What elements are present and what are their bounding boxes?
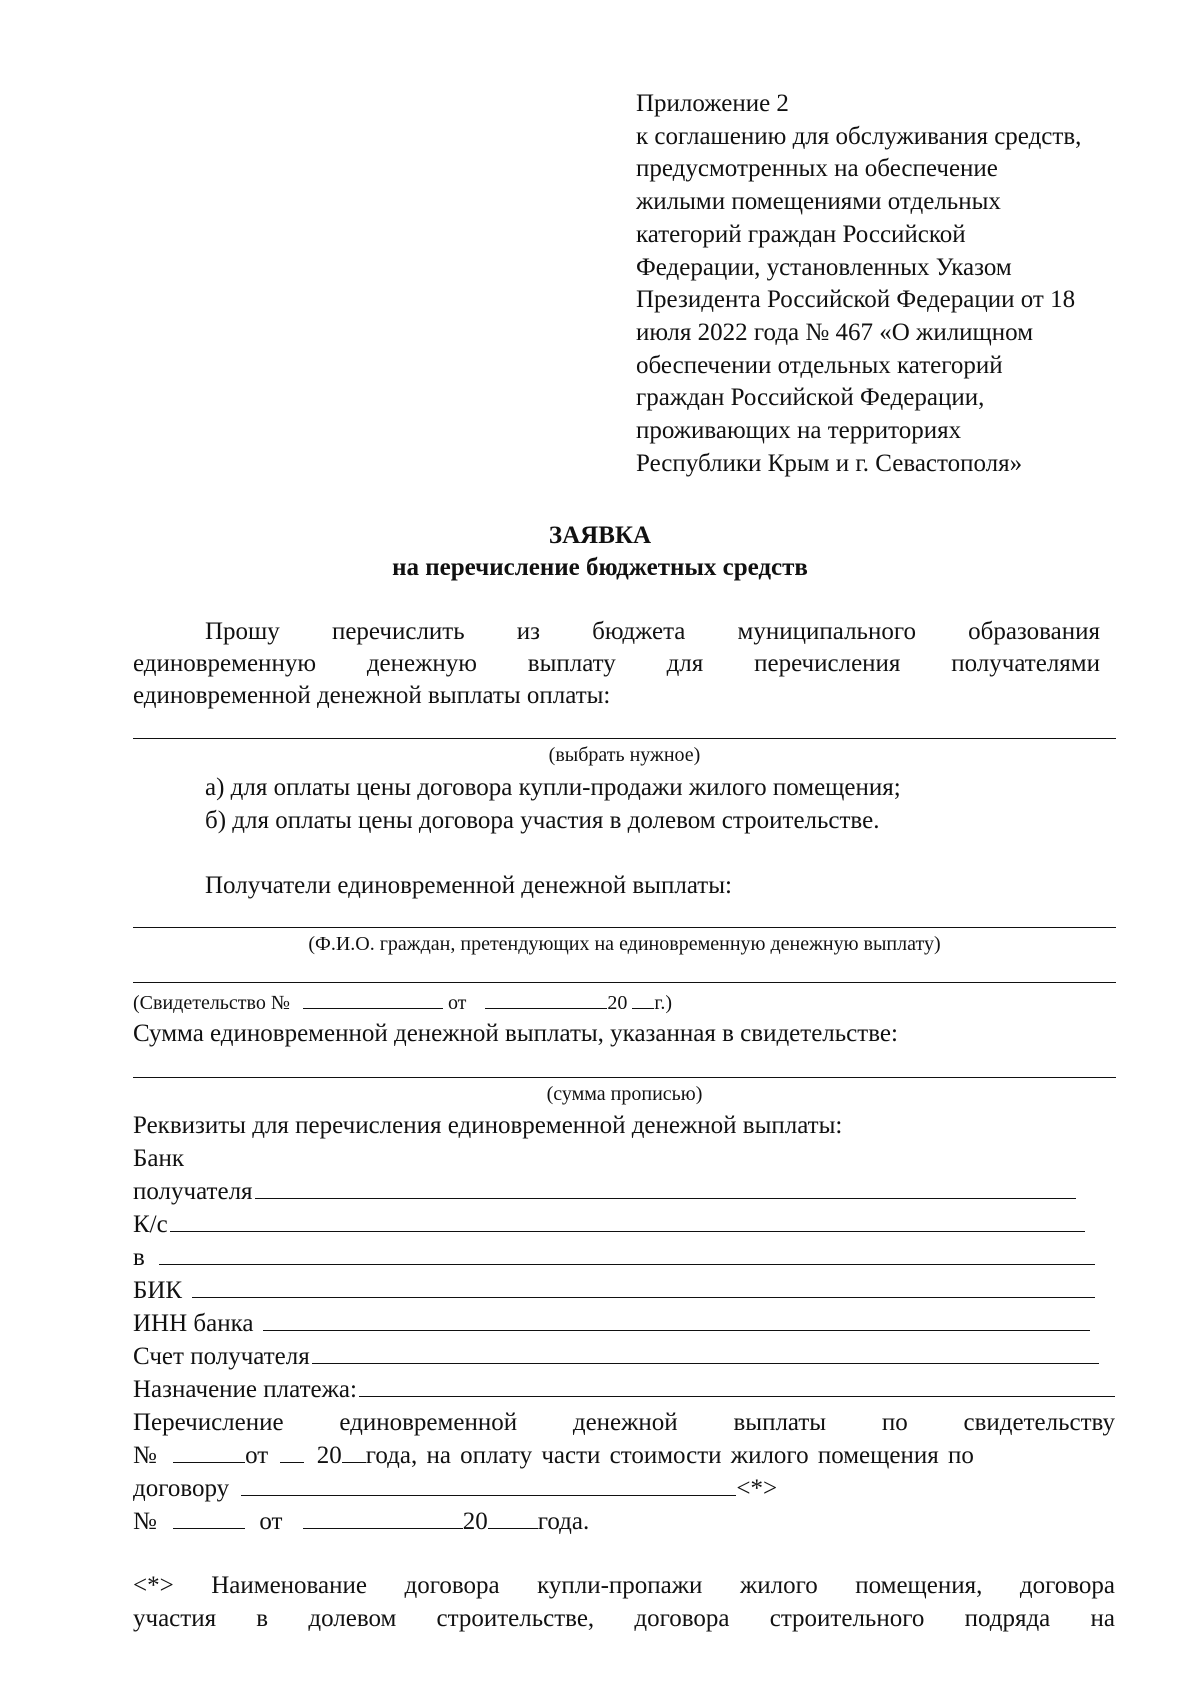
transfer-year-field[interactable] bbox=[342, 1442, 366, 1463]
certificate-year: 20 bbox=[607, 992, 628, 1014]
transfer-no-label: № bbox=[133, 1442, 157, 1469]
inn-label: ИНН банка bbox=[133, 1310, 254, 1337]
purpose-field[interactable] bbox=[359, 1374, 1115, 1397]
ks-field[interactable] bbox=[170, 1209, 1085, 1232]
choose-caption: (выбрать нужное) bbox=[548, 744, 701, 766]
bank-word: Банк bbox=[133, 1145, 184, 1172]
recipients-label: Получатели единовременной денежной выплаты: bbox=[205, 872, 732, 899]
transfer-line-1: Перечисление единовременной денежной выплаты по свидетельству bbox=[133, 1409, 1115, 1436]
certificate-prefix: (Свидетельство № bbox=[133, 992, 290, 1014]
appendix-line: июля 2022 года № 467 «О жилищном bbox=[636, 318, 1034, 346]
certificate-date-field[interactable] bbox=[485, 988, 607, 1009]
v-row bbox=[133, 1242, 1095, 1274]
bik-row bbox=[133, 1275, 1095, 1307]
account-row bbox=[133, 1341, 1099, 1373]
transfer-day-field[interactable] bbox=[280, 1442, 304, 1463]
appendix-line: обеспечении отдельных категорий bbox=[636, 351, 1003, 379]
appendix-line: жилыми помещениями отдельных bbox=[636, 188, 1001, 216]
transfer-year-label: 20 bbox=[316, 1442, 342, 1469]
ks-label: К/с bbox=[133, 1211, 168, 1238]
purpose-label: Назначение платежа: bbox=[133, 1376, 357, 1403]
transfer-contract-year-label: 20 bbox=[462, 1508, 488, 1535]
certificate-year-field[interactable] bbox=[632, 988, 654, 1009]
transfer-contract-label: договору bbox=[133, 1475, 230, 1502]
transfer-contract-suffix: года. bbox=[537, 1508, 590, 1535]
appendix-line: проживающих на территориях bbox=[636, 417, 962, 445]
appendix-line: предусмотренных на обеспечение bbox=[636, 155, 998, 183]
intro-line-2: единовременную денежную выплату для перечисления получателями bbox=[133, 650, 1100, 677]
option-a: а) для оплаты цены договора купли-продажи жилого помещения; bbox=[205, 774, 901, 801]
transfer-line-4 bbox=[133, 1506, 589, 1538]
footnote-line-2: участия в долевом строительстве, договора строительного подряда на bbox=[133, 1605, 1115, 1632]
purpose-row bbox=[133, 1374, 1115, 1406]
amount-underline[interactable] bbox=[133, 1077, 1116, 1078]
bik-label: БИК bbox=[133, 1277, 183, 1304]
v-field[interactable] bbox=[159, 1242, 1095, 1265]
choice-underline[interactable] bbox=[133, 738, 1116, 739]
account-field[interactable] bbox=[312, 1341, 1099, 1364]
recipients-underline[interactable] bbox=[133, 927, 1116, 928]
footnote-line-1: <*> Наименование договора купли-пропажи жилого помещения, договора bbox=[133, 1572, 1115, 1599]
bank-recipient-row bbox=[133, 1176, 1076, 1208]
certificate-suffix: г.) bbox=[654, 992, 673, 1014]
appendix-line: Приложение 2 bbox=[636, 90, 789, 117]
bik-field[interactable] bbox=[192, 1275, 1095, 1298]
transfer-contract-number-field[interactable] bbox=[173, 1508, 245, 1529]
certificate-from: от bbox=[447, 992, 467, 1014]
ks-row bbox=[133, 1209, 1085, 1241]
certificate-line bbox=[133, 988, 672, 1016]
transfer-contract-year-field[interactable] bbox=[488, 1508, 538, 1529]
amount-label: Сумма единовременной денежной выплаты, указанная в свидетельстве: bbox=[133, 1020, 898, 1047]
document-subtitle: на перечисление бюджетных средств bbox=[392, 554, 808, 581]
recipients-underline-2[interactable] bbox=[133, 982, 1116, 983]
appendix-line: Президента Российской Федерации от 18 bbox=[636, 286, 1076, 314]
certificate-number-field[interactable] bbox=[303, 988, 443, 1009]
appendix-line: к соглашению для обслуживания средств, bbox=[636, 122, 1082, 150]
requisites-label: Реквизиты для перечисления единовременной денежной выплаты: bbox=[133, 1112, 843, 1139]
transfer-contract-no-label: № bbox=[133, 1508, 157, 1535]
transfer-footnote-mark: <*> bbox=[736, 1475, 778, 1502]
account-label: Счет получателя bbox=[133, 1343, 310, 1370]
transfer-contract-date-field[interactable] bbox=[303, 1508, 463, 1529]
intro-line-1: Прошу перечислить из бюджета муниципального образования bbox=[205, 618, 1100, 645]
bank-recipient-field[interactable] bbox=[255, 1176, 1076, 1199]
inn-field[interactable] bbox=[263, 1308, 1090, 1331]
transfer-rest: года, на оплату части стоимости жилого помещения по bbox=[365, 1442, 974, 1469]
appendix-line: граждан Российской Федерации, bbox=[636, 384, 985, 412]
transfer-contract-field[interactable] bbox=[241, 1475, 736, 1496]
amount-caption: (сумма прописью) bbox=[546, 1083, 703, 1105]
recipients-caption: (Ф.И.О. граждан, претендующих на единовременную денежную выплату) bbox=[308, 933, 941, 955]
bank-recipient-label: получателя bbox=[133, 1178, 253, 1205]
transfer-line-3 bbox=[133, 1473, 777, 1505]
document-title: ЗАЯВКА bbox=[548, 522, 652, 549]
inn-row bbox=[133, 1308, 1090, 1340]
appendix-block bbox=[636, 88, 1156, 480]
option-b: б) для оплаты цены договора участия в долевом строительстве. bbox=[205, 807, 880, 834]
transfer-cert-number-field[interactable] bbox=[173, 1442, 245, 1463]
transfer-from-label: от bbox=[245, 1442, 269, 1469]
appendix-line: Республики Крым и г. Севастополя» bbox=[636, 449, 1023, 477]
appendix-line: категорий граждан Российской bbox=[636, 220, 966, 248]
appendix-line: Федерации, установленных Указом bbox=[636, 253, 1012, 281]
transfer-contract-from-label: от bbox=[259, 1508, 283, 1535]
v-label: в bbox=[133, 1244, 145, 1271]
intro-line-3: единовременной денежной выплаты оплаты: bbox=[133, 682, 611, 709]
transfer-line-2 bbox=[133, 1440, 974, 1472]
